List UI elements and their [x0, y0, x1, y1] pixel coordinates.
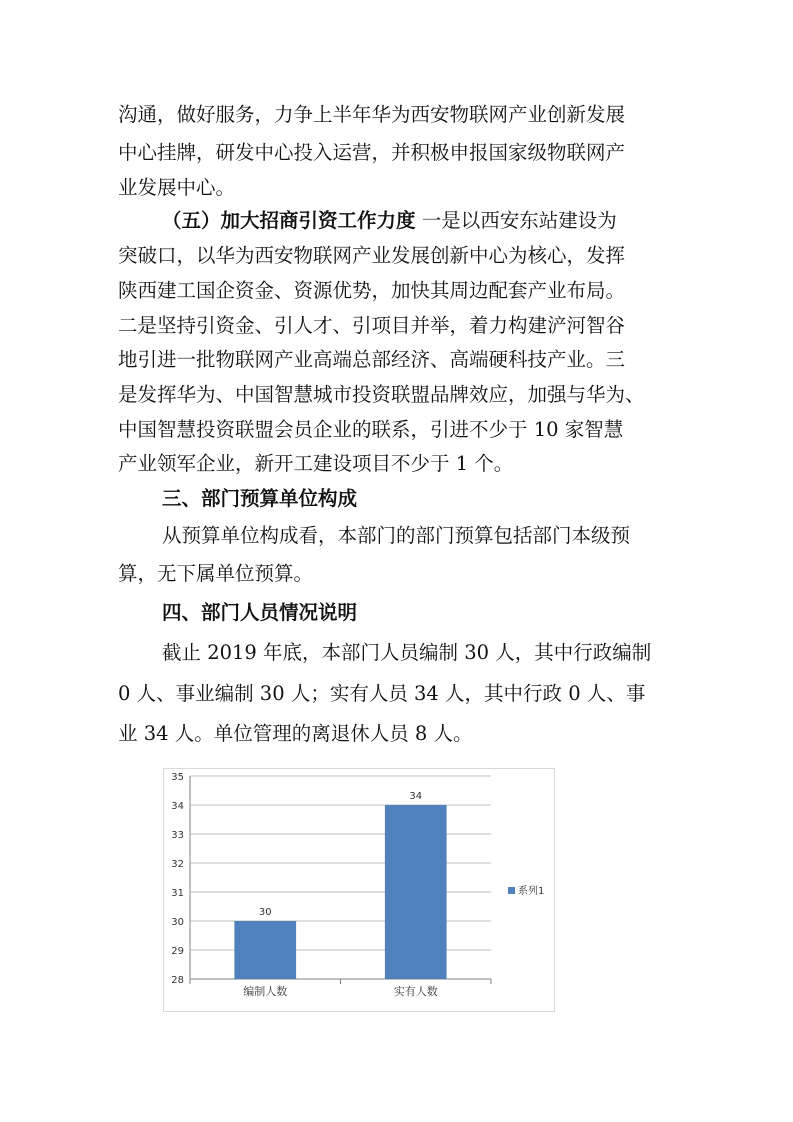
item5-paragraph-start: [162, 209, 617, 233]
data-label: 34: [409, 791, 423, 802]
x-category-label: 实有人数: [393, 985, 438, 998]
text-line-16: 截止 2019 年底，本部门人员编制 30 人，其中行政编制: [162, 641, 652, 664]
x-category-label: 编制人数: [243, 985, 288, 998]
text-line-18: 业 34 人。单位管理的离退休人员 8 人。: [118, 722, 473, 745]
item5-heading: （五）加大招商引资工作力度: [162, 209, 416, 232]
text-line-13: 从预算单位构成看，本部门的部门预算包括部门本级预: [162, 524, 631, 547]
text-line-2: 中心挂牌，研发中心投入运营，并积极申报国家级物联网产: [118, 141, 626, 164]
text-line-14: 算，无下属单位预算。: [118, 562, 314, 585]
y-tick-label: 30: [171, 917, 184, 928]
text-line-9: 是发挥华为、中国智慧城市投资联盟品牌效应，加强与华为、: [118, 383, 645, 406]
staffing-bar-chart: [163, 768, 555, 1012]
y-tick-label: 33: [171, 830, 184, 841]
data-label: 30: [258, 907, 272, 918]
legend-label: 系列1: [518, 886, 545, 897]
y-tick-label: 28: [171, 975, 184, 986]
legend-swatch: [508, 887, 515, 894]
text-line-5: 突破口，以华为西安物联网产业发展创新中心为核心，发挥: [118, 244, 626, 267]
text-line-3: 业发展中心。: [118, 176, 236, 199]
y-tick-label: 32: [171, 859, 184, 870]
text-line-17: 0 人、事业编制 30 人；实有人员 34 人，其中行政 0 人、事: [118, 682, 646, 705]
text-line-10: 中国智慧投资联盟会员企业的联系，引进不少于 10 家智慧: [118, 418, 624, 441]
y-tick-label: 34: [171, 801, 184, 812]
text-line-8: 地引进一批物联网产业高端总部经济、高端硬科技产业。三: [118, 348, 626, 371]
y-tick-label: 29: [171, 946, 184, 957]
text-line-6: 陕西建工国企资金、资源优势，加快其周边配套产业布局。: [118, 279, 626, 302]
y-tick-label: 31: [171, 888, 184, 899]
item5-text: 一是以西安东站建设为: [421, 209, 617, 232]
text-line-7: 二是坚持引资金、引人才、引项目并举，着力构建浐河智谷: [118, 314, 626, 337]
text-line-11: 产业领军企业，新开工建设项目不少于 1 个。: [118, 452, 514, 475]
bar-2: [385, 805, 447, 979]
section-3-heading: 三、部门预算单位构成: [162, 487, 358, 510]
text-line-1: 沟通，做好服务，力争上半年华为西安物联网产业创新发展: [118, 103, 626, 126]
section-4-heading: 四、部门人员情况说明: [162, 601, 358, 624]
y-tick-label: 35: [171, 772, 184, 783]
bar-1: [234, 921, 296, 979]
